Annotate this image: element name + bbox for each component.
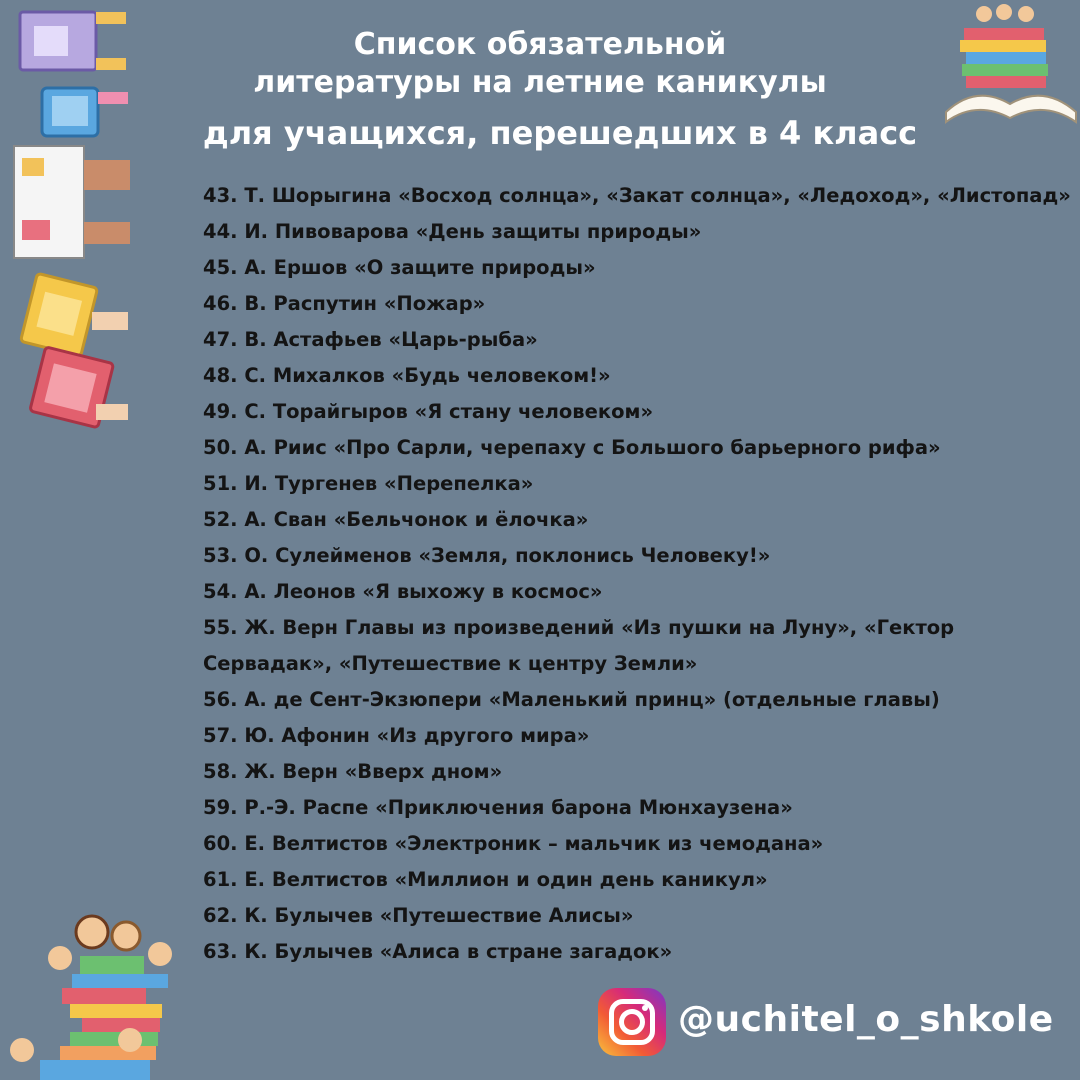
- title-line-3: для учащихся, перешедших в 4 класс: [202, 114, 918, 152]
- title-line-1: Список обязательной: [353, 27, 727, 62]
- list-item: 43. Т. Шорыгина «Восход солнца», «Закат солнца», «Ледоход», «Листопад»: [203, 184, 1071, 207]
- instagram-icon[interactable]: [598, 988, 666, 1056]
- list-item: 46. В. Распутин «Пожар»: [203, 292, 486, 315]
- list-item: 62. К. Булычев «Путешествие Алисы»: [203, 904, 634, 927]
- list-item: 56. А. де Сент-Экзюпери «Маленький принц» (отдельные главы): [203, 688, 940, 711]
- list-item: 55. Ж. Верн Главы из произведений «Из пушки на Луну», «Гектор Сервадак», «Путешествие к центру Земли»: [203, 616, 955, 675]
- list-item: 59. Р.-Э. Распе «Приключения барона Мюнхаузена»: [203, 796, 793, 819]
- list-item: 63. К. Булычев «Алиса в стране загадок»: [203, 940, 673, 963]
- list-item: 48. С. Михалков «Будь человеком!»: [203, 364, 611, 387]
- list-item: 53. О. Сулейменов «Земля, поклонись Человеку!»: [203, 544, 771, 567]
- list-item: 47. В. Астафьев «Царь-рыба»: [203, 328, 538, 351]
- list-item: 49. С. Торайгыров «Я стану человеком»: [203, 400, 654, 423]
- list-item: 54. А. Леонов «Я выхожу в космос»: [203, 580, 603, 603]
- list-item: 58. Ж. Верн «Вверх дном»: [203, 760, 503, 783]
- list-item: 44. И. Пивоварова «День защиты природы»: [203, 220, 702, 243]
- title-line-2: литературы на летние каникулы: [253, 65, 827, 100]
- kids-books-illustration: [0, 910, 200, 1080]
- social-handle[interactable]: @uchitel_o_shkole: [678, 999, 1054, 1040]
- list-item: 61. Е. Велтистов «Миллион и один день каникул»: [203, 868, 768, 891]
- list-item: 51. И. Тургенев «Перепелка»: [203, 472, 534, 495]
- list-item: 50. А. Риис «Про Сарли, черепаху с Большого барьерного рифа»: [203, 436, 941, 459]
- page-title: [150, 26, 930, 158]
- list-item: 52. А. Сван «Бельчонок и ёлочка»: [203, 508, 589, 531]
- list-item: 57. Ю. Афонин «Из другого мира»: [203, 724, 590, 747]
- book-stack-illustration: [940, 0, 1080, 130]
- literature-list: [203, 178, 1080, 970]
- list-item: 60. Е. Велтистов «Электроник – мальчик из чемодана»: [203, 832, 824, 855]
- list-item: 45. А. Ершов «О защите природы»: [203, 256, 596, 279]
- books-hands-illustration: [0, 0, 140, 440]
